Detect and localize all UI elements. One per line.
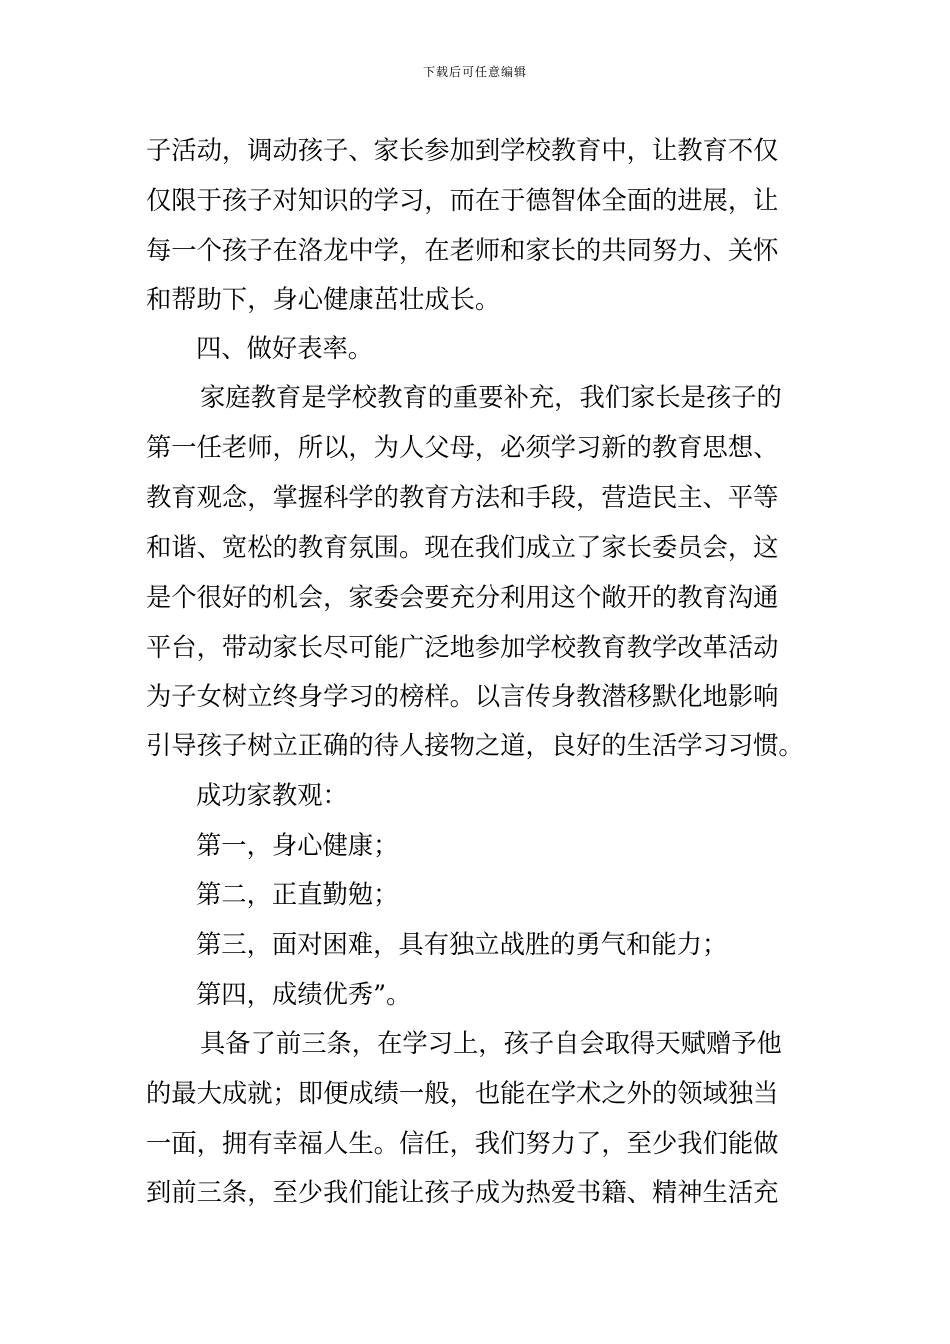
list-item: 第二，正直勤勉； (196, 880, 399, 909)
text-line: 教育观念，掌握科学的教育方法和手段，营造民主、平等 (146, 483, 779, 512)
page-header: 下载后可任意编辑 (422, 65, 527, 79)
list-item: 第一，身心健康； (196, 831, 399, 860)
section-heading: 四、做好表率。 (196, 334, 374, 363)
text-line: 和谐、宽松的教育氛围。现在我们成立了家长委员会，这 (146, 533, 779, 562)
text-line: 到前三条，至少我们能让孩子成为热爱书籍、精神生活充 (146, 1178, 779, 1207)
text-line: 是个很好的机会，家委会要充分利用这个敞开的教育沟通 (146, 583, 779, 612)
text-line: 子活动，调动孩子、家长参加到学校教育中，让教育不仅 (146, 136, 779, 165)
list-item: 第四，成绩优秀”。 (196, 980, 412, 1009)
text-line: 和帮助下，身心健康茁壮成长。 (146, 285, 501, 314)
text-line: 家庭教育是学校教育的重要补充，我们家长是孩子的 (200, 383, 782, 412)
text-line: 平台，带动家长尽可能广泛地参加学校教育教学改革活动 (146, 633, 779, 662)
list-item: 第三，面对困难，具有独立战胜的勇气和能力； (196, 930, 728, 959)
text-line: 一面，拥有幸福人生。信任，我们努力了，至少我们能做 (146, 1129, 779, 1158)
text-line: 第一任老师，所以，为人父母，必须学习新的教育思想、 (146, 433, 779, 462)
text-line: 仅限于孩子对知识的学习，而在于德智体全面的进展，让 (146, 186, 779, 215)
text-line: 引导孩子树立正确的待人接物之道，良好的生活学习习惯。 (146, 731, 804, 760)
text-line: 每一个孩子在洛龙中学，在老师和家长的共同努力、关怀 (146, 236, 779, 265)
text-line: 的最大成就；即便成绩一般，也能在学术之外的领域独当 (146, 1079, 779, 1108)
text-line: 成功家教观： (196, 781, 348, 810)
text-line: 具备了前三条，在学习上，孩子自会取得天赋赠予他 (200, 1029, 782, 1058)
text-line: 为子女树立终身学习的榜样。以言传身教潜移默化地影响 (146, 682, 779, 711)
